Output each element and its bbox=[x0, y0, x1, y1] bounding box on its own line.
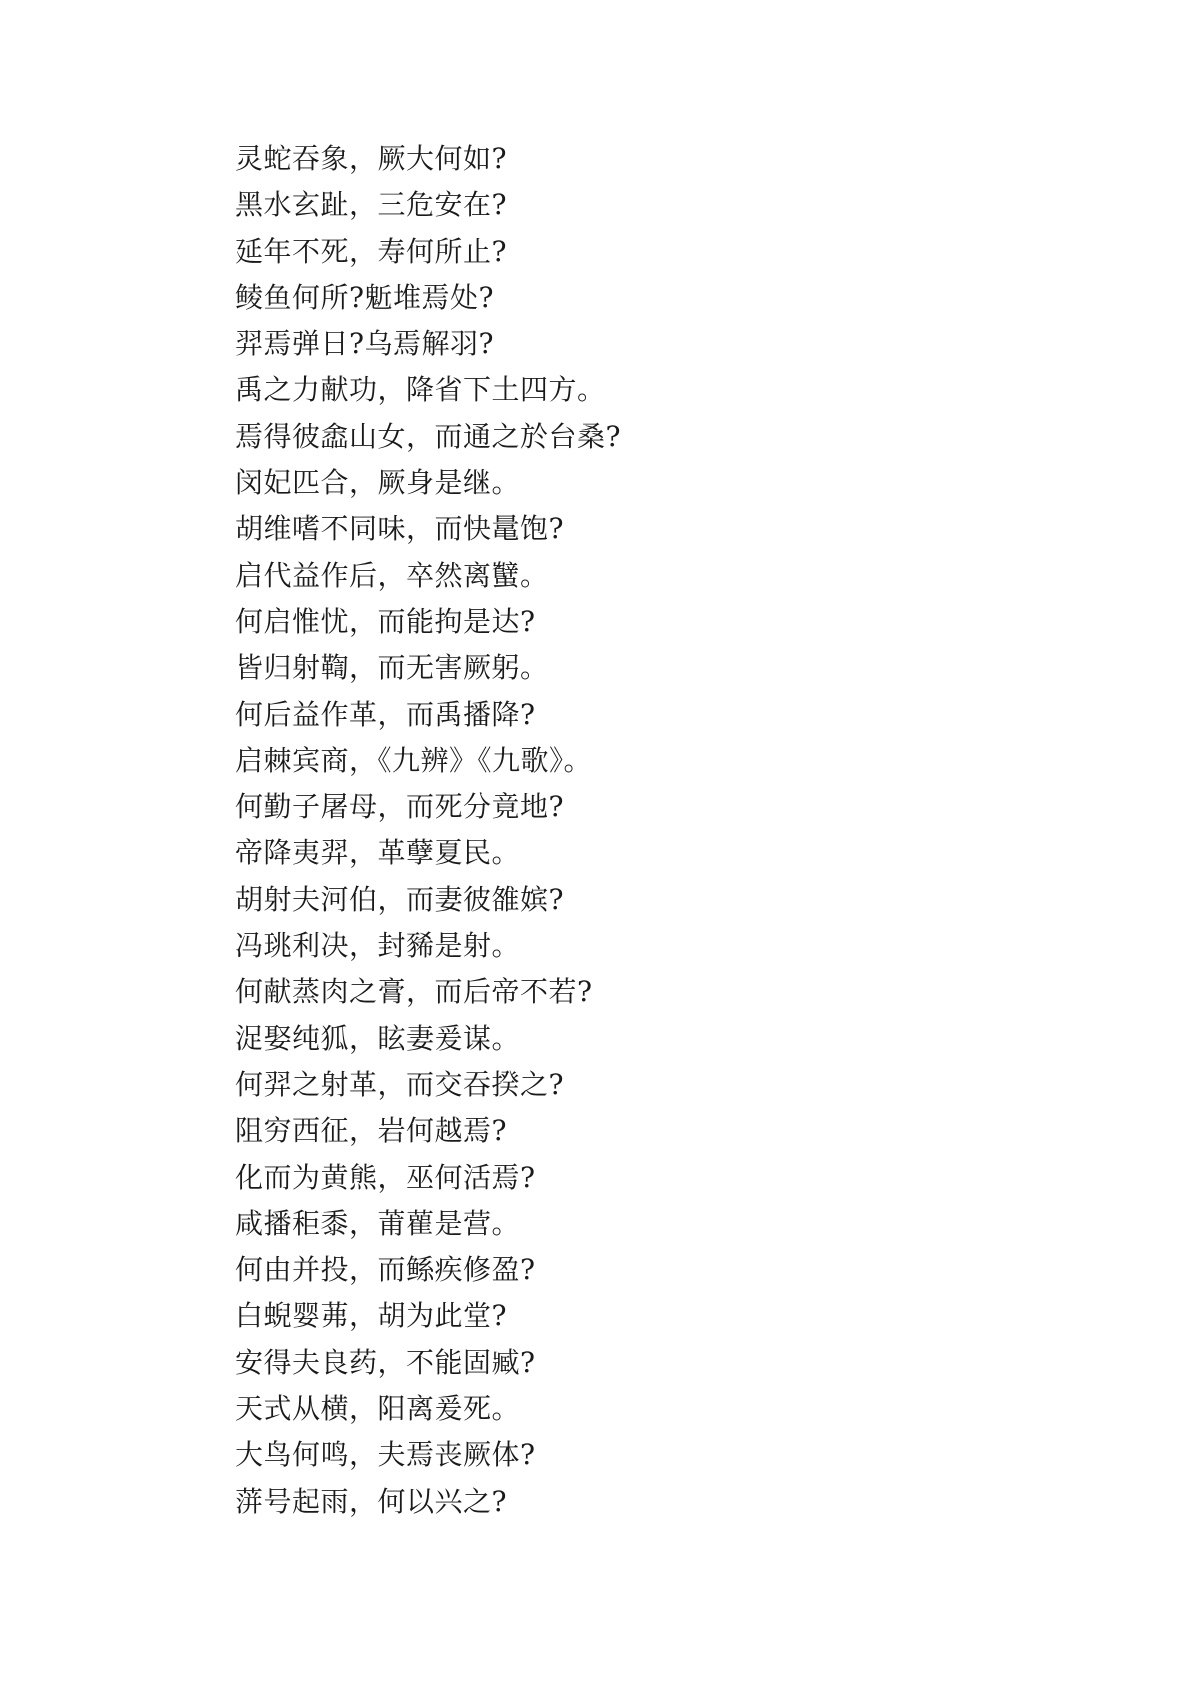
poem-line: 启代益作后，卒然离蠥。 bbox=[235, 558, 549, 592]
poem-line: 咸播秬黍，莆雚是营。 bbox=[235, 1206, 521, 1240]
poem-line: 何勤子屠母，而死分竟地? bbox=[235, 790, 565, 824]
poem-line: 灵蛇吞象，厥大何如? bbox=[235, 142, 508, 175]
poem-line: 皆归射鞫，而无害厥躬。 bbox=[235, 651, 549, 685]
poem-line: 阻穷西征，岩何越焉? bbox=[235, 1114, 508, 1148]
poem-line: 帝降夷羿，革孽夏民。 bbox=[235, 836, 521, 870]
poem-line: 冯珧利决，封豨是射。 bbox=[235, 929, 521, 963]
poem-line: 胡维嗜不同味，而快鼌饱? bbox=[235, 512, 565, 546]
poem-line: 蓱号起雨，何以兴之? bbox=[235, 1484, 508, 1518]
poem-line: 焉得彼嵞山女，而通之於台桑? bbox=[235, 419, 622, 453]
poem-line: 大鸟何鸣，夫焉丧厥体? bbox=[235, 1438, 536, 1472]
poem-text bbox=[235, 136, 621, 1525]
poem-line: 羿焉弹日?乌焉解羽? bbox=[235, 327, 495, 361]
poem-line: 闵妃匹合，厥身是继。 bbox=[235, 466, 521, 500]
poem-line: 何羿之射革，而交吞揆之? bbox=[235, 1067, 565, 1101]
poem-line: 启棘宾商，《九辨》《九歌》。 bbox=[235, 743, 593, 777]
poem-line: 胡射夫河伯，而妻彼雒嫔? bbox=[235, 882, 565, 916]
poem-line: 何后益作革，而禹播降? bbox=[235, 697, 536, 731]
poem-line: 安得夫良药，不能固臧? bbox=[235, 1345, 536, 1379]
poem-line: 黑水玄趾，三危安在? bbox=[235, 188, 508, 222]
poem-line: 何启惟忧，而能拘是达? bbox=[235, 604, 536, 638]
poem-line: 浞娶纯狐，眩妻爰谋。 bbox=[235, 1021, 521, 1055]
poem-line: 何献蒸肉之膏，而后帝不若? bbox=[235, 975, 593, 1009]
poem-line: 鲮鱼何所?鬿堆焉处? bbox=[235, 280, 495, 314]
poem-line: 白蜺婴茀，胡为此堂? bbox=[235, 1299, 508, 1333]
poem-line: 化而为黄熊，巫何活焉? bbox=[235, 1160, 536, 1194]
poem-line: 禹之力献功，降省下土四方。 bbox=[235, 373, 606, 407]
poem-line: 天式从横，阳离爰死。 bbox=[235, 1392, 521, 1426]
poem-line: 延年不死，寿何所止? bbox=[235, 234, 508, 268]
poem-line: 何由并投，而鲧疾修盈? bbox=[235, 1253, 536, 1287]
